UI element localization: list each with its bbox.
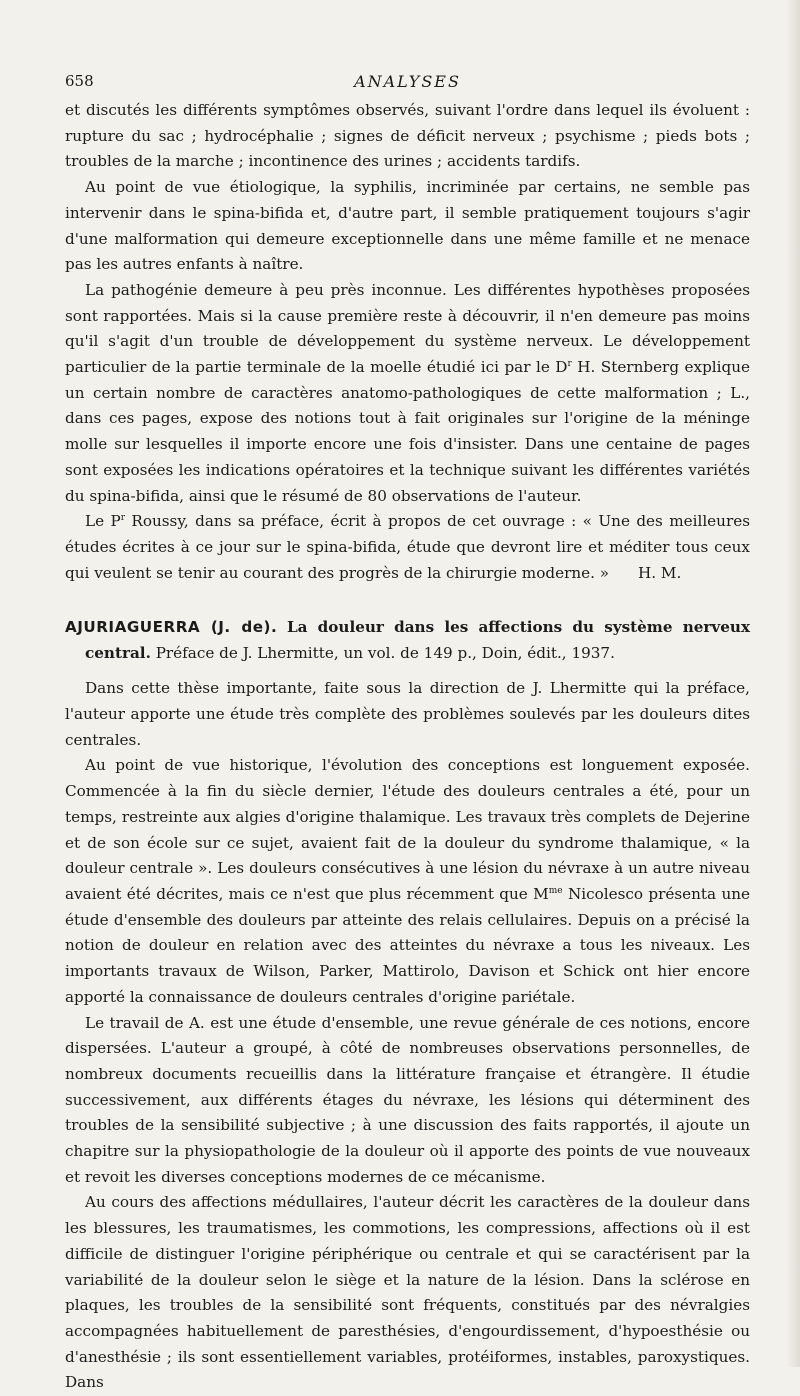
review1-signature: H. M. [638, 563, 682, 582]
review2-paragraph-1: Dans cette thèse importante, faite sous la direction de J. Lhermitte qui la préface, l'auteur apporte une étude très complète des problèmes soulevés par les douleurs dites centrales. [65, 679, 750, 749]
review2-paragraph-4: Au cours des affections médullaires, l'auteur décrit les caractères de la douleur dans les blessures, les traumatismes, les commotions, les compressions, affections où il est difficile de distinguer l'origine périphérique ou centrale et qui se caractérisent par la variabilité de la douleur selon le siège et la nature de la lésion. Dans la sclérose en plaques, les troubles de la sensibilité sont fréquents, constitués par des névralgies accompagnées habituellement de paresthésies, d'engourdissement, d'hypoesthésie ou d'anesthésie ; ils sont essentiellement variables, protéiformes, instables, paroxystiques. Dans [65, 1193, 750, 1392]
professor-abbrev-sup: r [120, 513, 125, 524]
journal-title: ANALYSES [354, 72, 461, 91]
review1-p4-text-b: Roussy, dans sa préface, écrit à propos de cet ouvrage : « Une des meilleures études écrites à ce jour sur le spina-bifida, étude que devront lire et méditer tous ceux qui veulent se tenir au courant des progrès de la chirurgie moderne. » [65, 512, 750, 582]
review1-paragraph-3 [65, 278, 750, 509]
review1-paragraph-1: et discutés les différents symptômes observés, suivant l'ordre dans lequel ils évoluent : rupture du sac ; hydrocéphalie ; signes de déficit nerveux ; psychisme ; pieds bots ; troubles de la marche ; incontinence des urines ; accidents tardifs. [65, 101, 750, 171]
review1-paragraph-2: Au point de vue étiologique, la syphilis, incriminée par certains, ne semble pas intervenir dans le spina-bifida et, d'autre part, il semble pratiquement toujours s'agir d'une malformation qui demeure exceptionnelle dans une même famille et ne menace pas les autres enfants à naître. [65, 178, 750, 274]
review2-paragraph-3: Le travail de A. est une étude d'ensemble, une revue générale de ces notions, encore dispersées. L'auteur a groupé, à côté de nombreuses observations personnelles, de nombreux documents recueillis dans la littérature française et étrangère. Il étudie successivement, aux différents étages du névraxe, les lésions qui déterminent des troubles de la sensibilité subjective ; à une discussion des faits rapportés, il ajoute un chapitre sur la physiopathologie de la douleur où il apporte des points de vue nouveaux et revoit les diverses conceptions modernes de ce mécanisme. [65, 1013, 750, 1186]
review2-p2-text-b: Nicolesco présenta une étude d'ensemble des douleurs par atteinte des relais cellulaires. Depuis on a précisé la notion de douleur en relation avec des atteintes du névraxe a tous les niveaux. Les importants travaux de Wilson, Parker, Mattirolo, Davison et Schick ont hier encore apporté la connaissance de douleurs centrales d'origine pariétale. [65, 884, 751, 1006]
review2-p2-text-a: Au point de vue historique, l'évolution des conceptions est longuement exposée. Commencée à la fin du siècle dernier, l'étude des douleurs centrales a été, pour un temps, restreinte aux algies d'origine thalamique. Les travaux très complets de Dejerine et de son école sur ce sujet, avaient fait de la douleur du syndrome thalamique, « la douleur centrale ». Les douleurs consécutives à une lésion du névraxe à un autre niveau avaient été décrites, mais ce n'est que plus récemment que M [65, 756, 750, 903]
review1-p3-text-b: H. Sternberg explique un certain nombre de caractères anatomo-pathologiques de cette malformation ; L., dans ces pages, expose des notions tout à fait originales sur l'origine de la méninge molle sur lesquelles il importe encore une fois d'insister. Dans une centaine de pages sont exposées les indications opératoires et la technique suivant les différentes variétés du spina-bifida, ainsi que le résumé de 80 observations de l'auteur. [65, 358, 750, 505]
review2-paragraph-2 [65, 753, 750, 1010]
doctor-abbrev-sup: r [567, 358, 572, 369]
madame-abbrev-sup: me [548, 885, 563, 896]
review2-author: AJURIAGUERRA (J. de). [65, 618, 278, 637]
page-edge-shadow [786, 0, 800, 1367]
page-body [65, 98, 750, 1396]
review2-heading [65, 615, 750, 666]
review1-p3-text-a: La pathogénie demeure à peu près inconnue. Les différentes hypothèses proposées sont rapportées. Mais si la cause première reste à découvrir, il n'en demeure pas moins qu'il s'agit d'un trouble de développement du système nerveux. Le développement particulier de la partie terminale de la moelle étudié ici par le D [65, 280, 750, 377]
review2-book-title: La douleur dans les affections du système nerveux central. [85, 618, 750, 662]
page-number: 658 [65, 72, 94, 90]
review1-p4-text-a: Le P [85, 512, 121, 531]
review1-paragraph-4 [65, 509, 750, 586]
review2-publication-info: Préface de J. Lhermitte, un vol. de 149 p., Doin, édit., 1937. [155, 643, 615, 662]
running-head [65, 72, 750, 94]
